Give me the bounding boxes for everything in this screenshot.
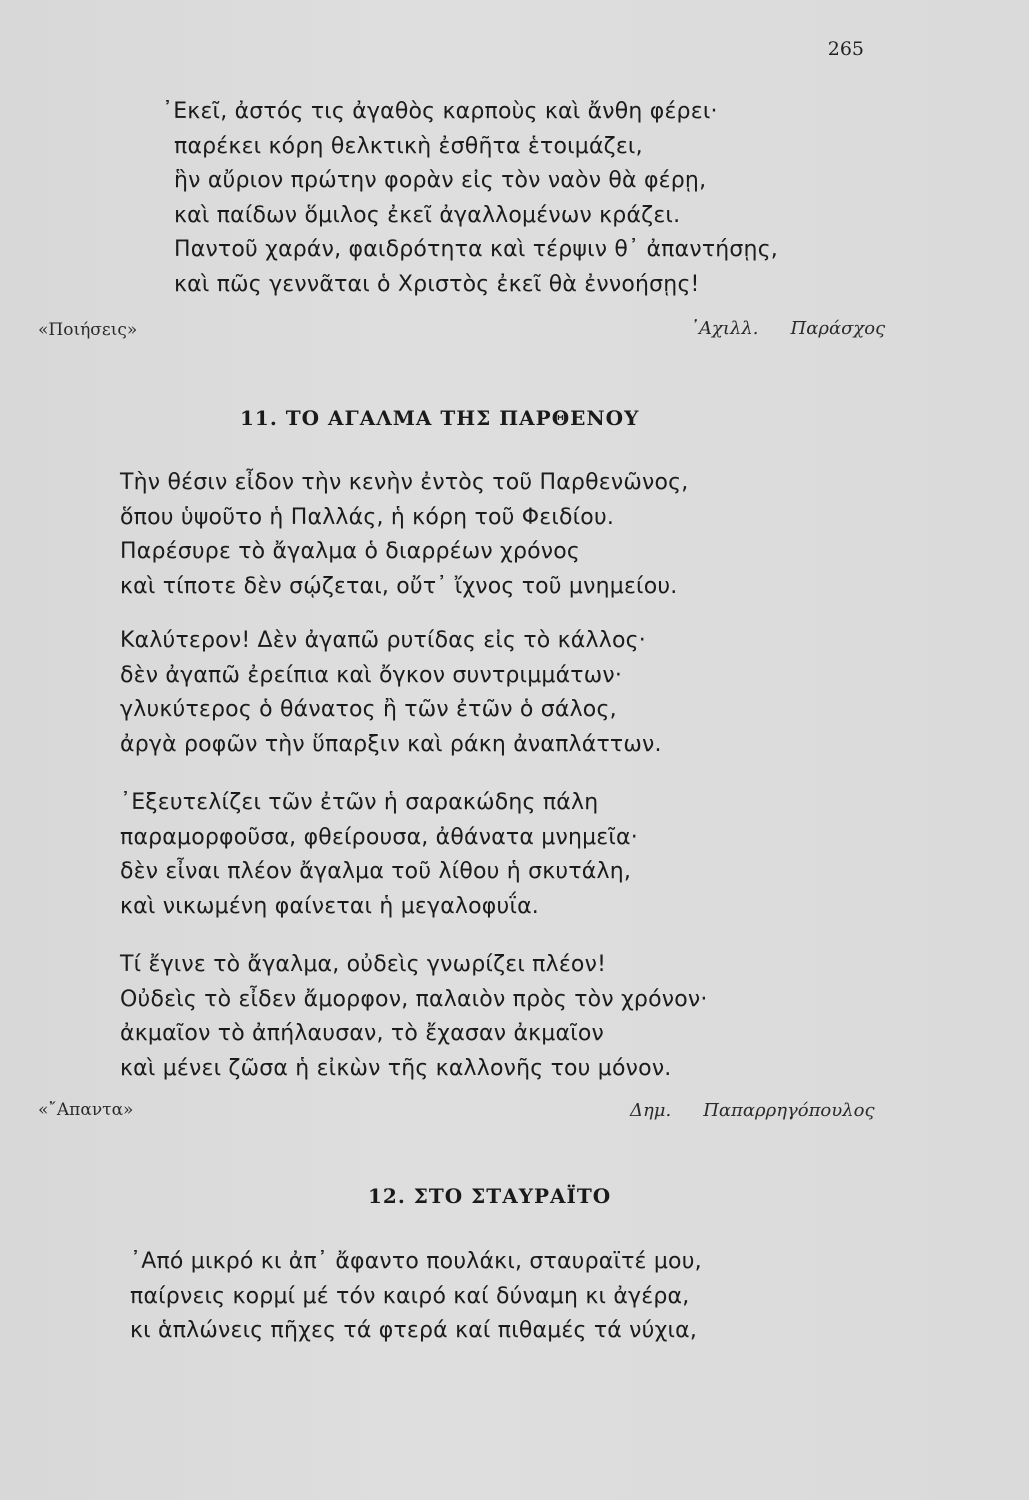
poem-line: Καλύτερον! Δὲν ἀγαπῶ ρυτίδας εἰς τὸ κάλλος· (120, 628, 646, 653)
prev-poem-stanza (162, 95, 778, 302)
poem-line: κι ἁπλώνεις πῆχες τά φτερά καί πιθαμές τά νύχια, (130, 1318, 698, 1343)
poem-source: «῎Απαντα» (38, 1100, 134, 1120)
page-number: 265 (827, 38, 864, 60)
poem-line: ᾿Εξευτελίζει τῶν ἐτῶν ἡ σαρακώδης πάλη (120, 790, 599, 815)
author-first-name: ᾿Αχιλλ. (690, 318, 759, 339)
poem-line: ἣν αὔριον πρώτην φορὰν εἰς τὸν ναὸν θὰ φέρῃ, (174, 168, 707, 193)
poem-line: καὶ μένει ζῶσα ἡ εἰκὼν τῆς καλλονῆς του μόνον. (120, 1055, 672, 1081)
poem-line: Παρέσυρε τὸ ἄγαλμα ὁ διαρρέων χρόνος (120, 539, 581, 564)
poem-line: δὲν ἀγαπῶ ἐρείπια καὶ ὄγκον συντριμμάτων· (120, 662, 623, 688)
poem-line: ἀκμαῖον τὸ ἀπήλαυσαν, τὸ ἔχασαν ἀκμαῖον (120, 1021, 605, 1046)
poem-line: δὲν εἶναι πλέον ἄγαλμα τοῦ λίθου ἡ σκυτάλη, (120, 859, 632, 884)
poem-line: καὶ τίποτε δὲν σῴζεται, οὔτ᾿ ἴχνος τοῦ μνημείου. (120, 573, 678, 599)
poem-line: καὶ πῶς γεννᾶται ὁ Χριστὸς ἐκεῖ θὰ ἐννοήσῃς! (174, 271, 700, 297)
poem-line: ἀργὰ ροφῶν τὴν ὕπαρξιν καὶ ράκη ἀναπλάττων. (120, 731, 662, 757)
poem-stanza (130, 1245, 702, 1349)
poem-line: Οὐδεὶς τὸ εἶδεν ἄμορφον, παλαιὸν πρὸς τὸν χρόνον· (120, 986, 708, 1012)
poem-line: Τὴν θέσιν εἶδον τὴν κενὴν ἐντὸς τοῦ Παρθενῶνος, (120, 470, 689, 495)
author-first-name: Δημ. (630, 1100, 672, 1121)
poem-line: ὅπου ὑψοῦτο ἡ Παλλάς, ἡ κόρη τοῦ Φειδίου. (120, 504, 615, 530)
author-surname: Παράσχος (790, 318, 886, 339)
poem-title: 11. ΤΟ ΑΓΑΛΜΑ ΤΗΣ ΠΑΡΘΕΝΟΥ (240, 406, 640, 430)
poem-source: «Ποιήσεις» (38, 320, 138, 340)
poem-author (690, 318, 885, 339)
poem-line: Παντοῦ χαράν, φαιδρότητα καὶ τέρψιν θ᾿ ἀπαντήσῃς, (174, 237, 779, 262)
poem-stanza (120, 948, 708, 1086)
poem-line: καὶ νικωμένη φαίνεται ἡ μεγαλοφυΐα. (120, 893, 539, 919)
poem-stanza (120, 466, 688, 604)
poem-line: καὶ παίδων ὅμιλος ἐκεῖ ἀγαλλομένων κράζει. (174, 202, 681, 228)
poem-line: παίρνεις κορμί μέ τόν καιρό καί δύναμη κι ἀγέρα, (130, 1283, 690, 1309)
author-surname: Παπαρρηγόπουλος (703, 1100, 875, 1121)
poem-line: ᾿Από μικρό κι ἀπ᾿ ἄφαντο πουλάκι, σταυραϊτέ μου, (130, 1249, 702, 1274)
poem-line: Τί ἔγινε τὸ ἄγαλμα, οὐδεὶς γνωρίζει πλέον! (120, 952, 607, 977)
poem-line: παρέκει κόρη θελκτικὴ ἐσθῆτα ἑτοιμάζει, (174, 133, 643, 159)
poem-stanza (120, 786, 638, 924)
poem-stanza (120, 624, 662, 762)
poem-line: παραμορφοῦσα, φθείρουσα, ἀθάνατα μνημεῖα· (120, 824, 638, 850)
poem-title: 12. ΣΤΟ ΣΤΑΥΡΑΪΤΟ (368, 1184, 612, 1208)
poem-line: ᾿Εκεῖ, ἀστός τις ἀγαθὸς καρποὺς καὶ ἄνθη φέρει· (162, 99, 718, 124)
poem-line: γλυκύτερος ὁ θάνατος ἢ τῶν ἐτῶν ὁ σάλος, (120, 697, 617, 722)
poem-author (630, 1100, 875, 1121)
